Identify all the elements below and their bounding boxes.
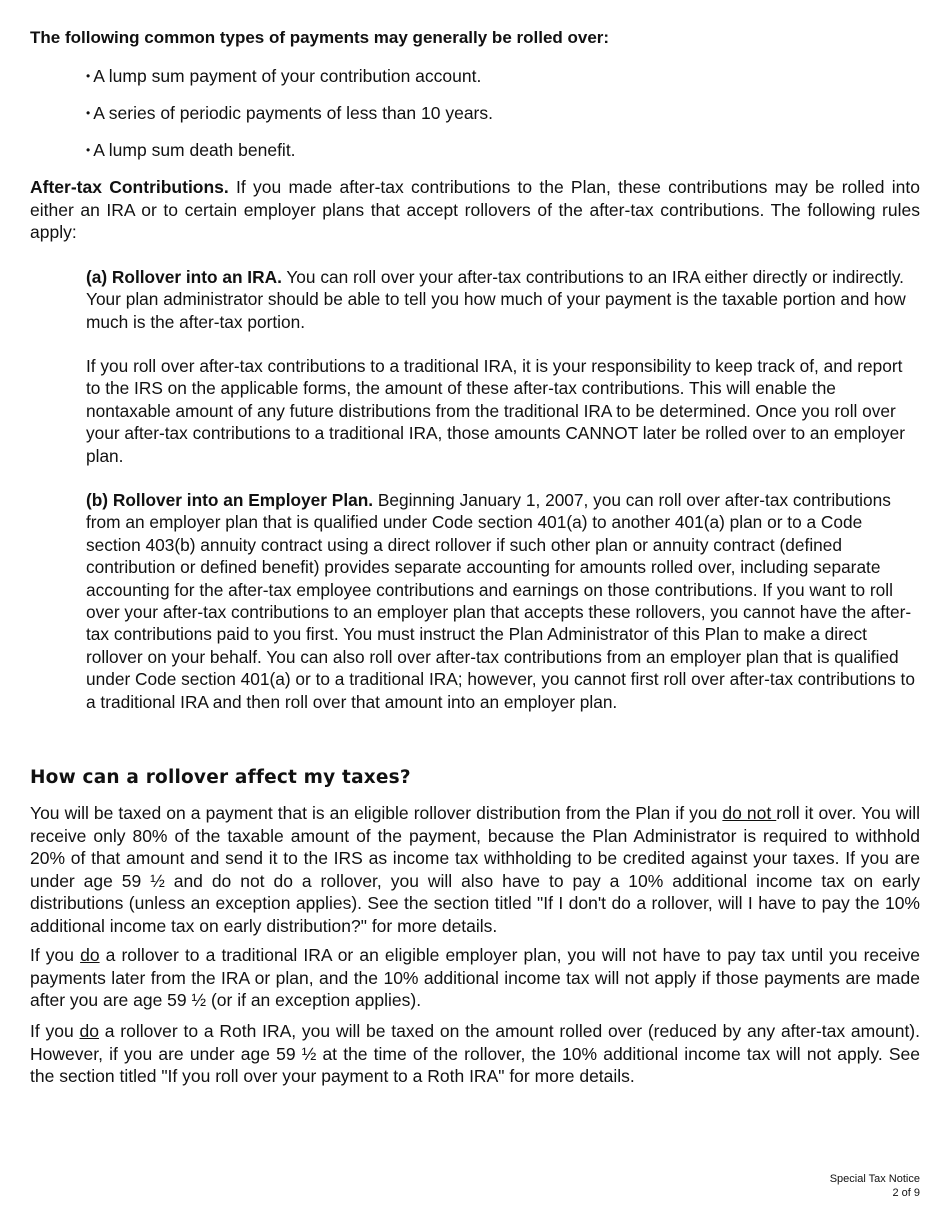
rule-a-label: (a) Rollover into an IRA. [86,267,282,287]
section-heading: How can a rollover affect my taxes? [30,767,411,788]
taxes-paragraph-1: You will be taxed on a payment that is an eligible rollover distribution from the Plan if you do not roll it over. You will receive only 80% of the taxable amount of the payment, because the Plan Administrator is required to withhold 20% of that amount and send it to the IRS as income tax withholding to be credited against your taxes. If you are under age 59 ½ and do not do a rollover, you will also have to pay a 10% additional income tax on early distributions (unless an exception applies). See the section titled "If I don't do a rollover, will I have to pay the 10% additional income tax on early distribution?" for more details. [30,803,920,936]
after-tax-paragraph: After-tax Contributions. If you made after-tax contributions to the Plan, these contributions may be rolled into either an IRA or to certain employer plans that accept rollovers of the after-tax contributions. The following rules apply: [30,177,920,242]
rule-a-paragraph-2: If you roll over after-tax contributions to a traditional IRA, it is your responsibility to keep track of, and report to the IRS on the applicable forms, the amount of these after-tax contributions. This will enable the nontaxable amount of any future distributions from the traditional IRA to be determined. Once you roll over your after-tax contributions to a traditional IRA, those amounts CANNOT later be rolled over to an employer plan. [86,356,906,466]
taxes-paragraph-3: If you do a rollover to a Roth IRA, you will be taxed on the amount rolled over (reduced by any after-tax amount). However, if you are under age 59 ½ at the time of the rollover, the 10% additional income tax will not apply. See the section titled "If you roll over your payment to a Roth IRA" for more details. [30,1021,920,1086]
intro-heading: The following common types of payments may generally be rolled over: [30,28,610,47]
bullet-icon: • [86,106,91,120]
rule-a-paragraph: (a) Rollover into an IRA. You can roll over your after-tax contributions to an IRA either directly or indirectly. Your plan administrator should be able to tell you how much of your payment is the taxable portion and how much is the after-tax portion. [86,267,906,332]
bullet-icon: • [86,143,91,157]
taxes-paragraph-2: If you do a rollover to a traditional IRA or an eligible employer plan, you will not have to pay tax until you receive payments later from the IRA or plan, and the 10% additional income tax will not apply if those payments are made after you are age 59 ½ (or if an exception applies). [30,945,920,1010]
page-number: 2 of 9 [892,1187,920,1199]
after-tax-label: After-tax Contributions. [30,177,229,197]
rule-b-paragraph: (b) Rollover into an Employer Plan. Beginning January 1, 2007, you can roll over after-tax contributions from an employer plan that is qualified under Code section 401(a) to another 401(a) plan or to a Code section 403(b) annuity contract using a direct rollover if such other plan or annuity contract (defined contribution or defined benefit) provides separate accounting for amounts rolled over, including separate accounting for the after-tax employee contributions and earnings on those contributions. If you want to roll over your after-tax contributions to an employer plan that accepts these rollovers, you cannot have the after-tax contributions paid to you first. You must instruct the Plan Administrator of this Plan to make a direct rollover on your behalf. You can also roll over after-tax contributions from an employer plan that is qualified under Code section 401(a) or to a traditional IRA; however, you cannot first roll over after-tax contributions to a traditional IRA and then roll over that amount into an employer plan. [86,490,915,712]
rollover-types-list [86,64,493,175]
list-item: • A lump sum death benefit. [86,140,296,160]
list-item: • A lump sum payment of your contribution account. [86,66,482,86]
page-footer [830,1172,920,1200]
list-item: • A series of periodic payments of less than 10 years. [86,103,493,123]
bullet-icon: • [86,69,91,83]
footer-title: Special Tax Notice [829,1173,920,1185]
rule-b-label: (b) Rollover into an Employer Plan. [86,490,374,510]
